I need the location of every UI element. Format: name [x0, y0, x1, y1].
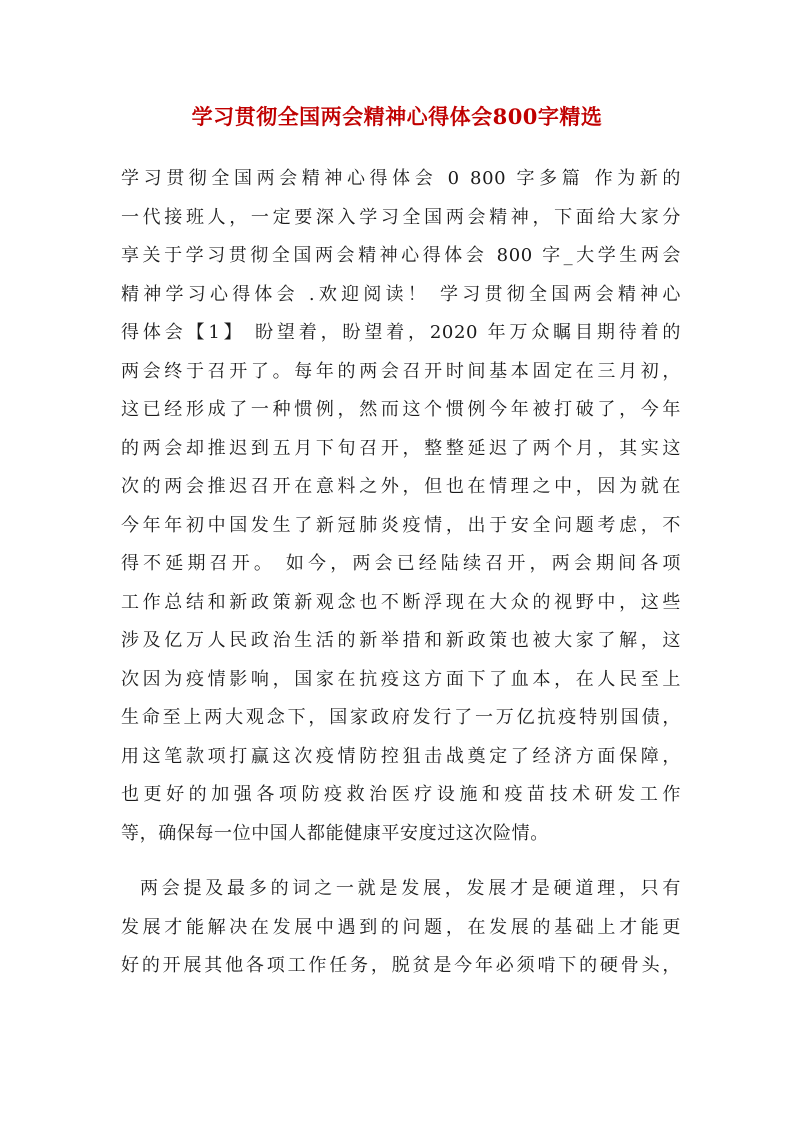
body-line: 也更好的加强各项防疫救治医疗设施和疫苗技术研发工作: [121, 784, 681, 805]
body-line: 次的两会推迟召开在意料之外，但也在情理之中，因为就在: [121, 476, 681, 497]
body-line: 一代接班人，一定要深入学习全国两会精神，下面给大家分: [121, 206, 681, 228]
body-line: 涉及亿万人民政治生活的新举措和新政策也被大家了解，这: [121, 630, 681, 651]
document-body: [121, 160, 681, 986]
body-line: 次因为疫情影响，国家在抗疫这方面下了血本，在人民至上: [121, 668, 681, 690]
body-line: 这已经形成了一种惯例，然而这个惯例今年被打破了，今年: [121, 399, 681, 420]
body-line: 两会提及最多的词之一就是发展，发展才是硬道理，只有: [121, 878, 681, 899]
body-line: 得体会【1】 盼望着，盼望着，2020 年万众瞩目期待着的: [121, 322, 681, 343]
body-line: 生命至上两大观念下，国家政府发行了一万亿抗疫特别国债，: [121, 707, 681, 728]
body-line: 好的开展其他各项工作任务，脱贫是今年必须啃下的硬骨头，: [121, 955, 681, 976]
body-line: 用这笔款项打赢这次疫情防控狙击战奠定了经济方面保障，: [121, 745, 681, 767]
body-line: 精神学习心得体会 .欢迎阅读！ 学习贯彻全国两会精神心: [121, 283, 681, 305]
body-line: 学习贯彻全国两会精神心得体会 0 800 字多篇 作为新的: [121, 168, 681, 189]
body-line: 工作总结和新政策新观念也不断浮现在大众的视野中，这些: [121, 591, 681, 613]
body-line: 得不延期召开。 如今，两会已经陆续召开，两会期间各项: [121, 553, 681, 574]
body-line: 两会终于召开了。每年的两会召开时间基本固定在三月初，: [121, 360, 681, 382]
body-line: 的两会却推迟到五月下旬召开，整整延迟了两个月，其实这: [121, 437, 681, 459]
document-title: 学习贯彻全国两会精神心得体会800字精选: [191, 104, 603, 129]
body-line: 今年年初中国发生了新冠肺炎疫情，出于安全问题考虑，不: [121, 514, 681, 536]
body-line: 等，确保每一位中国人都能健康平安度过这次险情。: [121, 822, 549, 844]
body-line: 发展才能解决在发展中遇到的问题，在发展的基础上才能更: [121, 916, 681, 938]
body-line: 享关于学习贯彻全国两会精神心得体会 800 字_大学生两会: [121, 245, 681, 266]
